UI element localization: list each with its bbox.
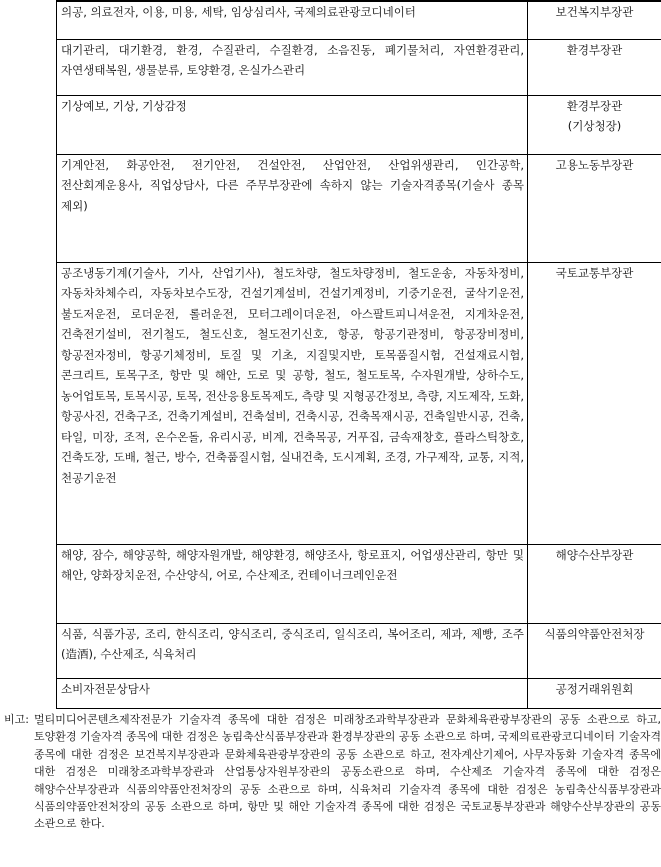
remark-text: 멀티미디어콘텐츠제작전문가 기술자격 종목에 대한 검정은 미래창조과학부장관과 문화체육관광부장관의 공동 소관으로 하고, 토양환경 기술자격 종목에 대한 검정은 농림축산식품부장관과 환경부장관의 공동 소관으로 하며, 국제의료관광코디네이터 기술자격 종목에 대한 검정은 보건복지부장관과 문화체육관광부장관의 공동 소관으로 하고, 전자계산기제어, 사무자동화 기술자격 종목에 대한 검정은 미래창조과학부장관과 산업통상자원부장관의 공동소관으로 하며, 수산제조 기술자격 종목에 대한 검정은 해양수산부장관과 식품의약품안전처장의 공동 소관으로 하며, 식육처리 기술자격 종목에 대한 검정은 농림축산식품부장관과 식품의약품안전처장의 공동 소관으로 하며, 항만 및 해안 기술자격 종목에 대한 검정은 국토교통부장관과 해양수산부장관의 공동 소관으로 한다. [34,713,661,831]
table-row [57,544,661,623]
table-row [57,154,661,262]
agency-name: 환경부장관 [566,98,623,113]
agency-cell [528,262,661,544]
agency-subname: (기상청장) [567,119,622,133]
jurisdiction-table [56,0,661,709]
agency-name: 공정거래위원회 [555,681,634,696]
qualification-fields-cell: 해양, 잠수, 해양공학, 해양자원개발, 해양환경, 해양조사, 항로표지, 어업생산관리, 항만 및 해안, 양화장치운전, 수산양식, 어로, 수산제조, 컨테이너크레인운전 [57,544,528,623]
table-row [57,1,661,39]
qualification-fields-cell: 공조냉동기계(기술사, 기사, 산업기사), 철도차량, 철도차량정비, 철도운송, 자동차정비, 자동차차체수리, 자동차보수도장, 건설기계설비, 건설기계정비, 기중기운전, 굴삭기운전, 불도저운전, 로더운전, 롤러운전, 모터그레이더운전, 아스팔트피니셔운전, 지게차운전, 건축전기설비, 전기철도, 철도신호, 철도전기신호, 항공, 항공기관정비, 항공장비정비, 항공전자정비, 항공기체정비, 토질 및 기초, 지질및지반, 토목품질시험, 건설재료시험, 콘크리트, 토목구조, 항만 및 해안, 도로 및 공항, 철도, 철도토목, 수자원개발, 상하수도, 농어업토목, 토목시공, 토목, 전산응용토목제도, 측량 및 지형공간정보, 측량, 지도제작, 도화, 항공사진, 건축구조, 건축기계설비, 건축설비, 건축시공, 건축목재시공, 건축일반시공, 건축, 타일, 미장, 조적, 온수온돌, 유리시공, 비계, 건축목공, 거푸집, 금속재창호, 플라스틱창호, 건축도장, 도배, 철근, 방수, 건축품질시험, 실내건축, 도시계획, 조경, 가구제작, 교통, 지적, 천공기운전 [57,262,528,544]
remark-label: 비고: [4,713,29,726]
agency-cell [528,678,661,708]
agency-name: 식품의약품안전처장 [544,626,645,641]
jurisdiction-table-container [56,0,661,709]
qualification-fields-cell: 대기관리, 대기환경, 환경, 수질관리, 수질환경, 소음진동, 폐기물처리, 자연환경관리, 자연생태복원, 생물분류, 토양환경, 온실가스관리 [57,39,528,95]
table-row [57,623,661,678]
qualification-fields-cell: 의공, 의료전자, 이용, 미용, 세탁, 임상심리사, 국제의료관광코디네이터 [57,1,528,39]
agency-cell [528,154,661,262]
agency-cell [528,544,661,623]
qualification-fields-cell: 식품, 식품가공, 조리, 한식조리, 양식조리, 중식조리, 일식조리, 복어조리, 제과, 제빵, 조주(造酒), 수산제조, 식육처리 [57,623,528,678]
agency-cell [528,95,661,154]
agency-cell [528,1,661,39]
table-row [57,678,661,708]
qualification-fields-cell: 기계안전, 화공안전, 전기안전, 건설안전, 산업안전, 산업위생관리, 인간공학, 전산회계운용사, 직업상담사, 다른 주무부장관에 속하지 않는 기술자격종목(기술사 종목 제외) [57,154,528,262]
qualification-fields-cell: 소비자전문상담사 [57,678,528,708]
agency-name: 국토교통부장관 [555,265,634,280]
agency-name: 환경부장관 [566,42,623,57]
agency-name: 고용노동부장관 [555,157,634,172]
table-row [57,262,661,544]
agency-name: 보건복지부장관 [555,5,634,19]
table-row [57,95,661,154]
agency-name: 해양수산부장관 [555,547,634,562]
qualification-fields-cell: 기상예보, 기상, 기상감정 [57,95,528,154]
remark-note [4,711,661,833]
agency-cell [528,39,661,95]
table-row [57,39,661,95]
agency-cell [528,623,661,678]
